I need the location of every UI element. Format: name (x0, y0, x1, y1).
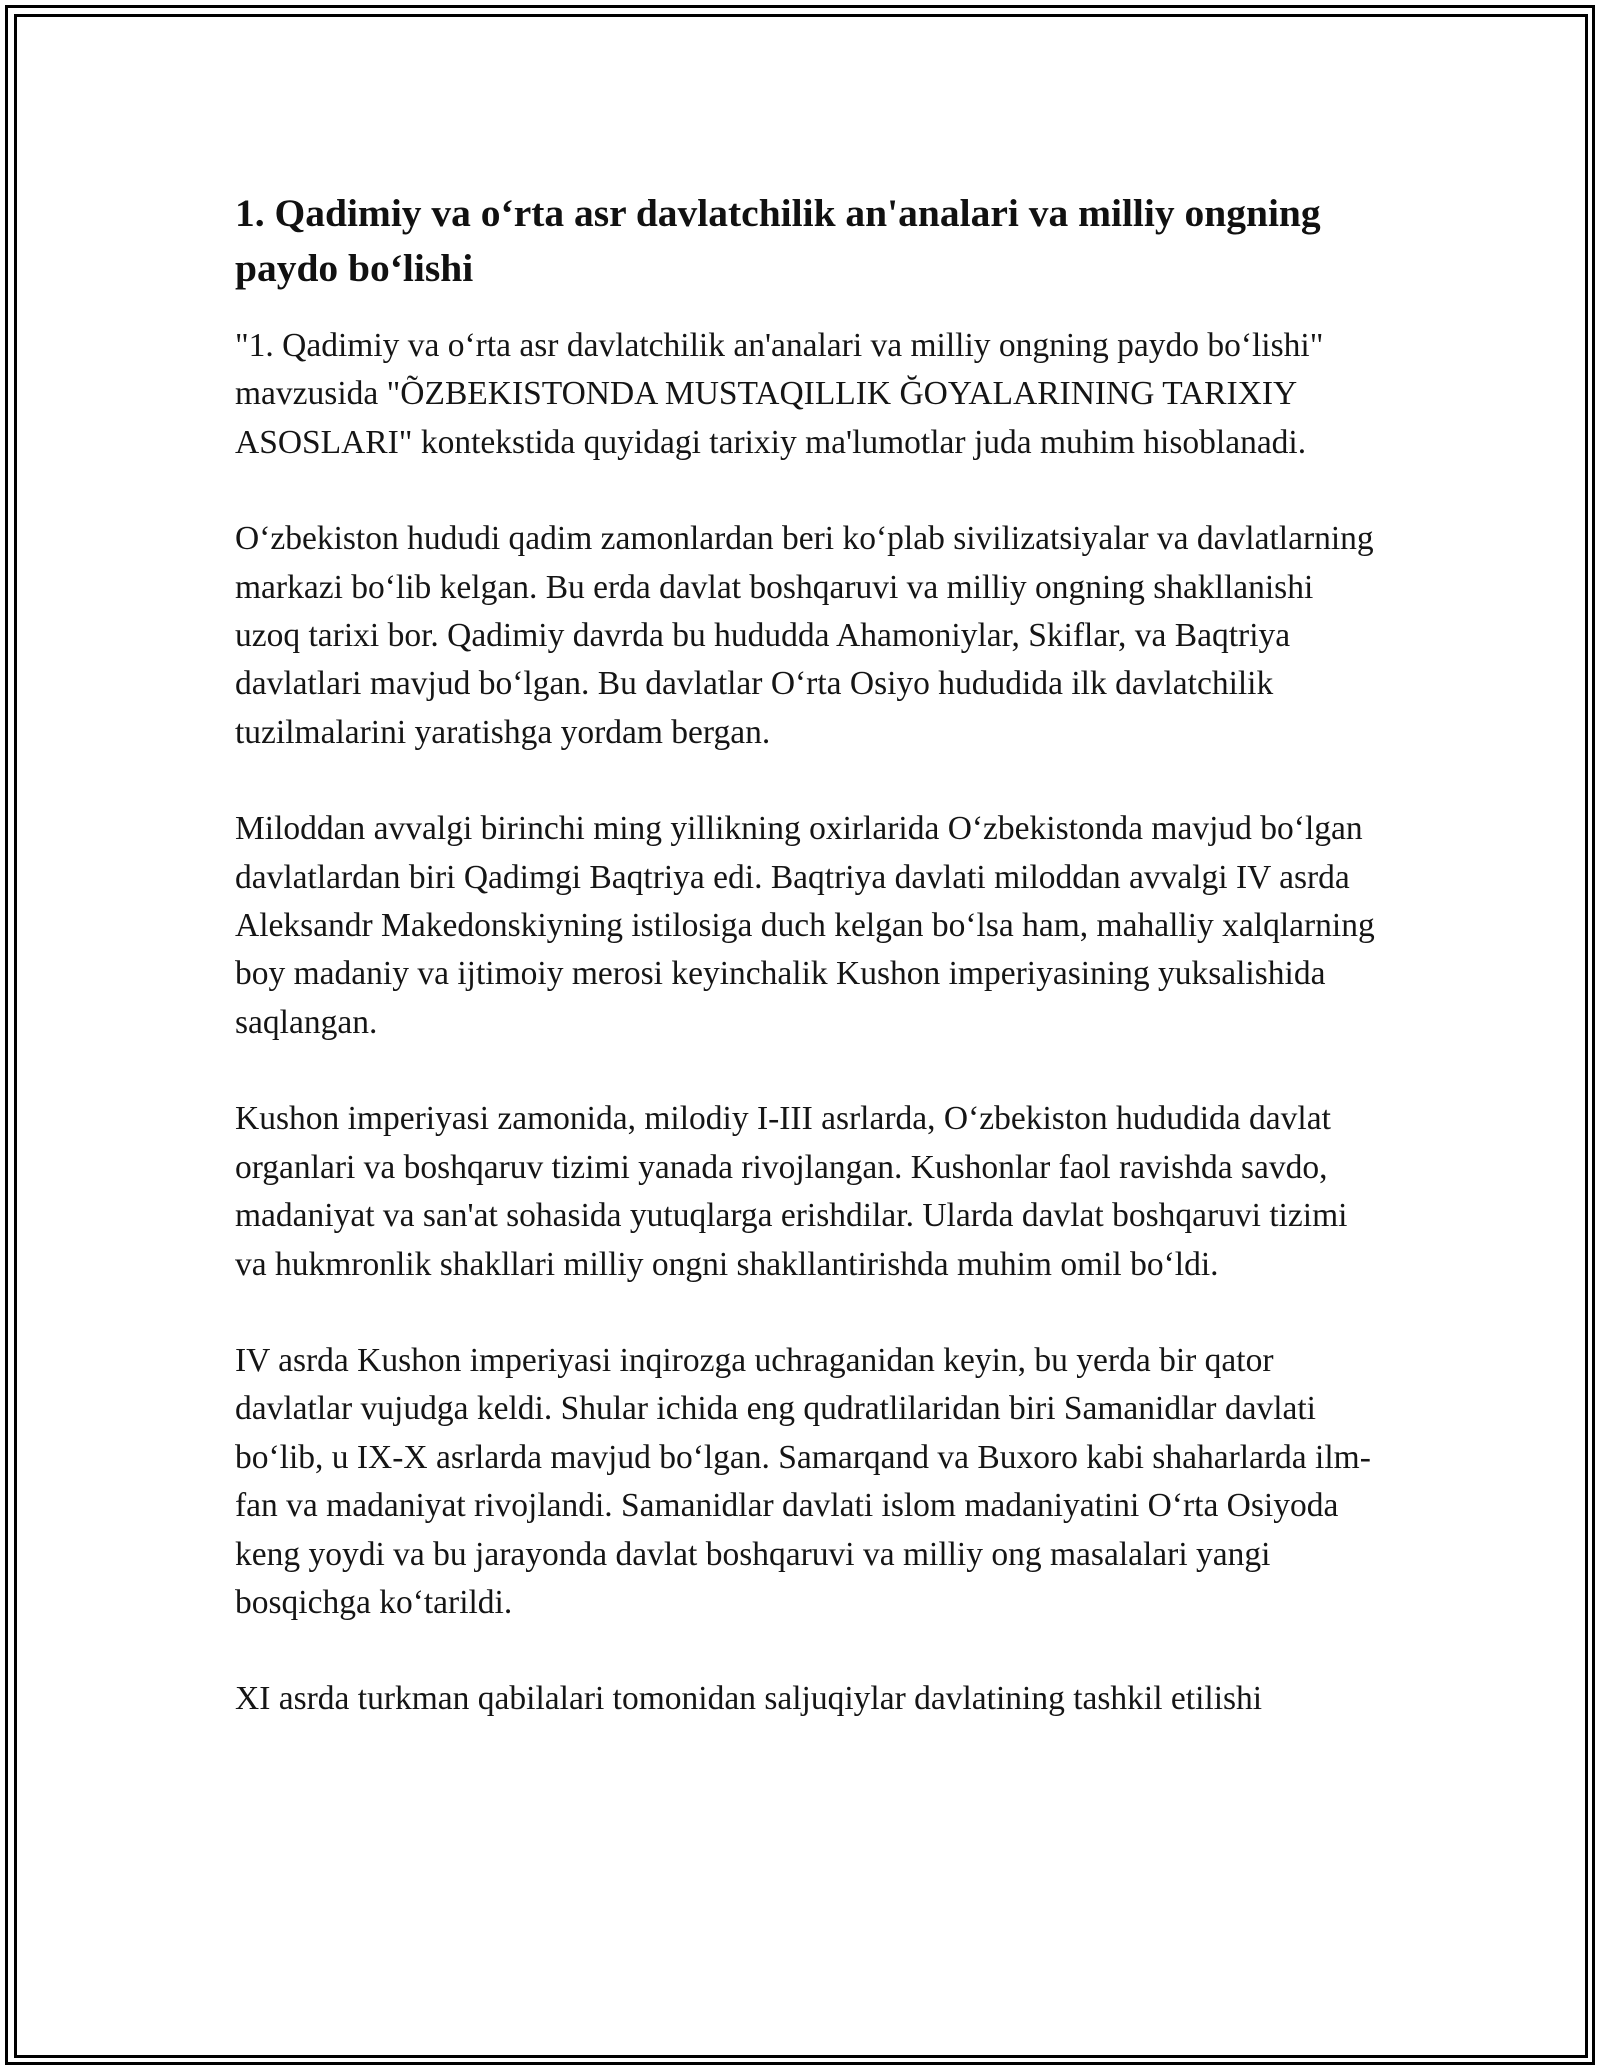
paragraph-kushan: Kushon imperiyasi zamonida, milodiy I-III asrlarda, O‘zbekiston hududida davlat organlari va boshqaruv tizimi yanada rivojlangan. Kushonlar faol ravishda savdo, madaniyat va san'at sohasida yutuqlarga erishdilar. Ularda davlat boshqaruvi tizimi va hukmronlik shakllari milliy ongni shakllantirishda muhim omil bo‘ldi. (235, 1100, 1348, 1283)
document-body (235, 186, 1375, 1772)
paragraph-intro: "1. Qadimiy va o‘rta asr davlatchilik an'analari va milliy ongning paydo bo‘lishi" mavzusida "ÕZBEKISTONDA MUSTAQILLIK ĞOYALARINING TARIXIY ASOSLARI" kontekstida quyidagi tarixiy ma'lumotlar juda muhim hisoblanadi. (235, 327, 1324, 461)
paragraph-bactria: Miloddan avvalgi birinchi ming yillikning oxirlarida O‘zbekistonda mavjud bo‘lgan davlatlardan biri Qadimgi Baqtriya edi. Baqtriya davlati miloddan avvalgi IV asrda Aleksandr Makedonskiyning istilosiga duch kelgan bo‘lsa ham, mahalliy xalqlarning boy madaniy va ijtimoiy merosi keyinchalik Kushon imperiyasining yuksalishida saqlangan. (235, 810, 1375, 1041)
paragraph-samanids: IV asrda Kushon imperiyasi inqirozga uchraganidan keyin, bu yerda bir qator davlatlar vujudga keldi. Shular ichida eng qudratlilaridan biri Samanidlar davlati bo‘lib, u IX-X asrlarda mavjud bo‘lgan. Samarqand va Buxoro kabi shaharlarda ilm-fan va madaniyat rivojlandi. Samanidlar davlati islom madaniyatini O‘rta Osiyoda keng yoydi va bu jarayonda davlat boshqaruvi va milliy ong masalalari yangi bosqichga ko‘tarildi. (235, 1341, 1371, 1621)
paragraph-seljuks: XI asrda turkman qabilalari tomonidan saljuqiylar davlatining tashkil etilishi (235, 1680, 1263, 1718)
paragraph-ancient-states: O‘zbekiston hududi qadim zamonlardan beri ko‘plab sivilizatsiyalar va davlatlarning markazi bo‘lib kelgan. Bu erda davlat boshqaruvi va milliy ongning shakllanishi uzoq tarixi bor. Qadimiy davrda bu hududda Ahamoniylar, Skiflar, va Baqtriya davlatlari mavjud bo‘lgan. Bu davlatlar O‘rta Osiyo hududida ilk davlatchilik tuzilmalarini yaratishga yordam bergan. (235, 520, 1374, 751)
section-heading: 1. Qadimiy va o‘rta asr davlatchilik an'analari va milliy ongning paydo bo‘lishi (235, 191, 1321, 290)
